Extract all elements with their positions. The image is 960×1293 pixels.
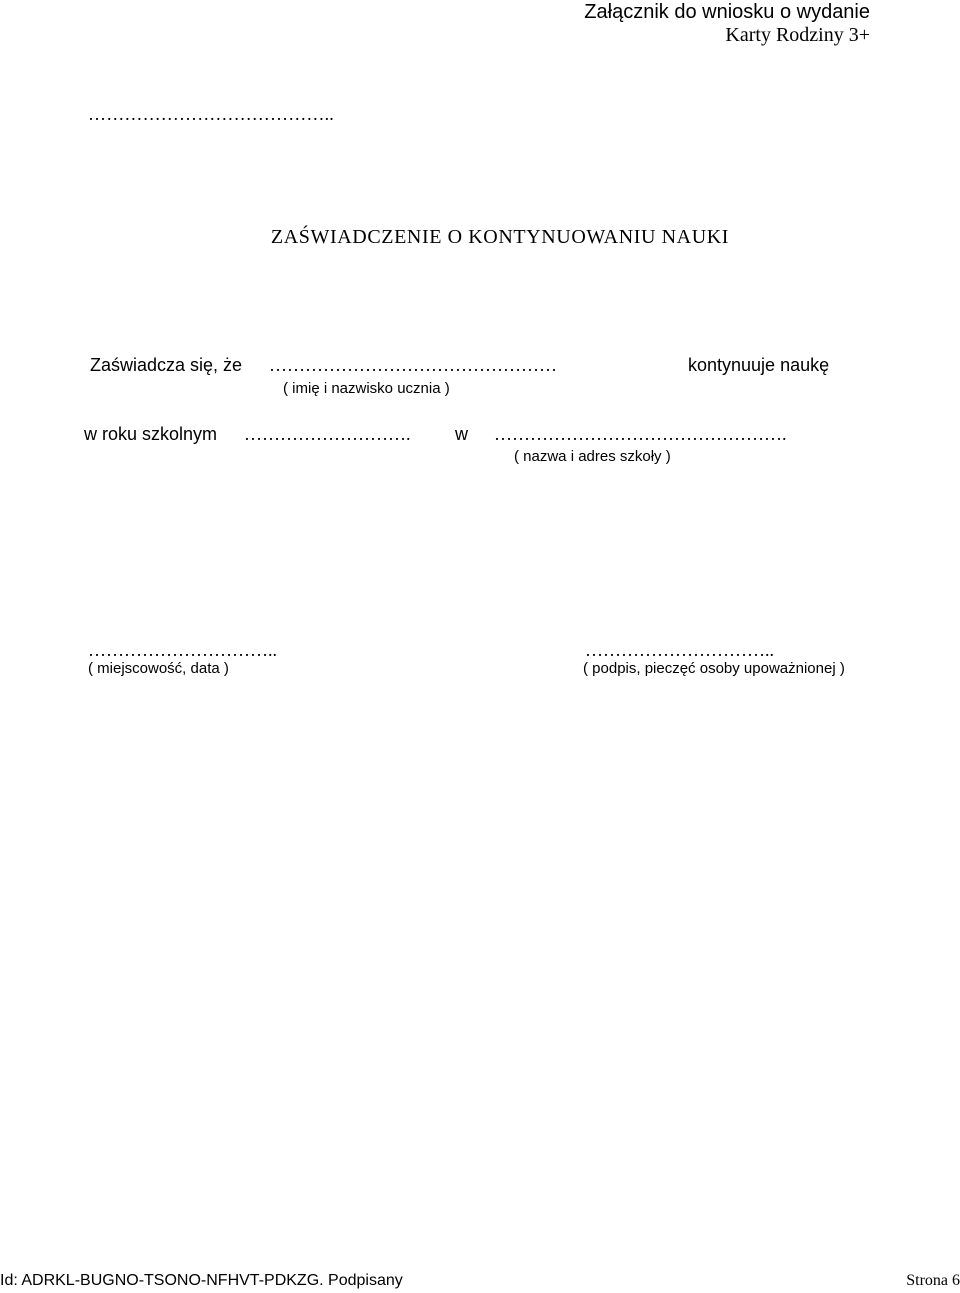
attachment-line-2: Karty Rodziny 3+: [725, 24, 870, 46]
place-date-caption: ( miejscowość, data ): [88, 660, 229, 677]
document-id-footer: Id: ADRKL-BUGNO-TSONO-NFHVT-PDKZG. Podpisany: [0, 1272, 403, 1289]
document-title: ZAŚWIADCZENIE O KONTYNUOWANIU NAUKI: [270, 226, 730, 248]
attachment-header: [584, 0, 870, 24]
school-name-dots: ………………………………………….: [494, 424, 787, 444]
signature-caption: ( podpis, pieczęć osoby upoważnionej ): [583, 660, 845, 677]
attachment-header-2: [725, 23, 870, 47]
place-date-dots: …………………………..: [88, 640, 277, 660]
student-name-caption: ( imię i nazwisko ucznia ): [283, 380, 450, 397]
school-name-caption: ( nazwa i adres szkoły ): [514, 448, 671, 465]
issuer-dots: …………………………………..: [88, 104, 334, 124]
attachment-line-1: Załącznik do wniosku o wydanie: [584, 1, 870, 23]
school-connector: w: [455, 424, 468, 444]
student-name-dots: …………………………………………: [269, 355, 557, 375]
school-year-dots: ……………………….: [244, 424, 411, 444]
statement-lead: Zaświadcza się, że: [90, 355, 243, 375]
signature-dots: …………………………..: [585, 640, 774, 660]
statement-tail: kontynuuje naukę: [688, 355, 830, 375]
school-year-lead: w roku szkolnym: [84, 424, 218, 444]
page-number: Strona 6: [906, 1272, 960, 1289]
